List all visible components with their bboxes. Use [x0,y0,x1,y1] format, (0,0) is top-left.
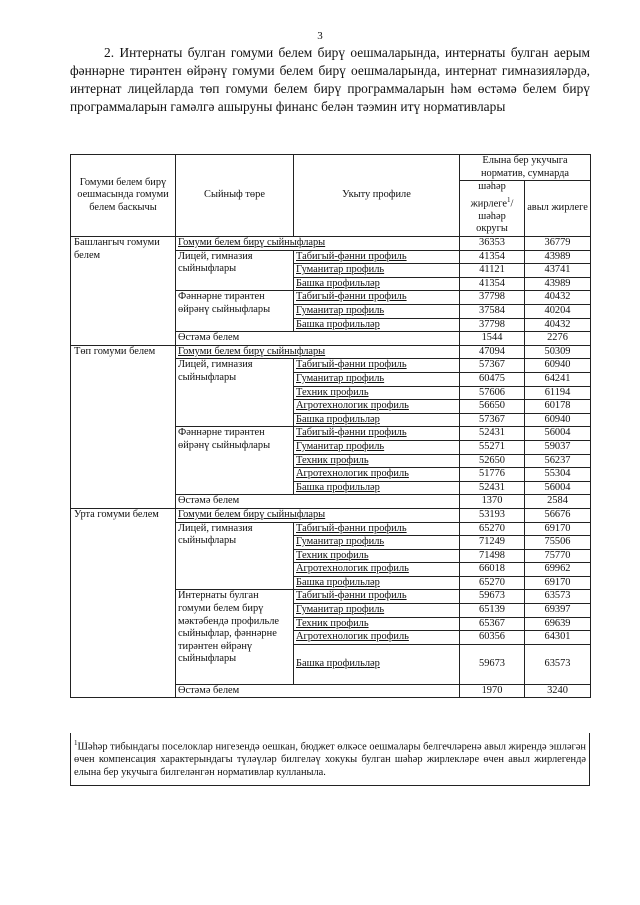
profile-cell [294,427,460,441]
header-class-type: Сыйныф төре [176,155,294,237]
profile-cell [294,277,460,291]
class-type: Фәннәрне тирәнтен өйрәнү сыйныфлары [176,291,294,332]
profile-cell [294,576,460,590]
rural-value: 3240 [525,684,591,698]
profile-name: Гуманитар профиль [296,536,385,548]
profile-cell [294,413,460,427]
profile-cell [294,359,460,373]
city-value: 65270 [460,576,525,590]
header-level: Гомуми белем бирү оешмасында гомуми белем баскычы [71,155,176,237]
profile-cell [294,617,460,631]
rural-value: 75770 [525,549,591,563]
rural-value: 56237 [525,454,591,468]
intro-paragraph: 2. Интернаты булган гомуми белем бирү оешмаларында, интернаты булган аерым фәннәрне тирәнтен өйрәнү гомуми белем бирү оешмаларында, интернат гимназияләрдә, интернат лицейларда төп гомуми белем бирү программаларын һәм өстәмә белем бирү программаларын гамәлгә ашыруны финанс белән тәэмин итү нормативлары [70,45,590,114]
rural-value: 56676 [525,508,591,522]
normatives-table [70,154,591,698]
city-value: 59673 [460,590,525,604]
profile-cell [294,468,460,482]
profile-name: Башка профильләр [296,658,380,670]
city-value: 52431 [460,481,525,495]
footnote-text: Шәһәр тибындагы поселоклар нигезендә оешкан, бюджет өлкәсе оешмалары белгечләренә авыл жирендә эшләгән өчен компенсация характерындагы түләүләр билгеләү хокукы булган шәһәр жирлекләре өчен авыл жирлегендә елына бер укучыга билгеләнгән нормативлар кулланыла. [74,741,586,779]
profile-cell [294,549,460,563]
city-value: 37798 [460,318,525,332]
profile-cell [294,305,460,319]
city-value: 65367 [460,617,525,631]
rural-value: 63573 [525,644,591,684]
extra-row-label: Өстәмә белем [176,495,460,509]
rural-value: 56004 [525,481,591,495]
profile-cell [294,563,460,577]
profile-cell [294,440,460,454]
profile-cell [294,400,460,414]
rural-value: 60940 [525,413,591,427]
city-value: 66018 [460,563,525,577]
city-value: 59673 [460,644,525,684]
profile-name: Агротехнологик профиль [296,631,409,643]
city-value: 52650 [460,454,525,468]
city-value: 60356 [460,631,525,645]
profile-name: Табигый-фәнни профиль [296,590,407,602]
header-city-pre: шәһәр жирлеге [470,181,507,210]
rural-value: 40204 [525,305,591,319]
profile-name: Техник профиль [296,454,369,466]
header-profile: Укыту профиле [294,155,460,237]
rural-value: 69170 [525,522,591,536]
rural-value: 40432 [525,291,591,305]
rural-value: 2584 [525,495,591,509]
rural-value: 61194 [525,386,591,400]
profile-name: Башка профильләр [296,576,380,588]
profile-name: Гуманитар профиль [296,604,385,616]
class-type: Лицей, гимназия сыйныфлары [176,359,294,427]
city-value: 60475 [460,372,525,386]
city-value: 53193 [460,508,525,522]
rural-value: 59037 [525,440,591,454]
profile-name: Агротехнологик профиль [296,400,409,412]
city-value: 41354 [460,277,525,291]
rural-value: 43989 [525,277,591,291]
profile-cell [294,522,460,536]
footnote-marker: 1 [74,739,78,747]
class-type: Фәннәрне тирәнтен өйрәнү сыйныфлары [176,427,294,495]
city-value: 52431 [460,427,525,441]
footnote-ref: 1 [506,195,511,204]
profile-name: Техник профиль [296,386,369,398]
header-rural: авыл жирлеге [525,181,591,237]
education-level: Төп гомуми белем [71,345,176,508]
footnote [70,733,590,786]
header-city [460,181,525,237]
rural-value: 64301 [525,631,591,645]
profile-name: Гуманитар профиль [296,372,385,384]
rural-value: 69397 [525,604,591,618]
profile-name: Башка профильләр [296,277,380,289]
profile-cell [294,536,460,550]
profile-name: Гуманитар профиль [296,305,385,316]
profile-name: Башка профильләр [296,481,380,493]
city-value: 57606 [460,386,525,400]
rural-value: 69962 [525,563,591,577]
profile-cell [294,386,460,400]
city-value: 1544 [460,332,525,346]
page-number: 3 [317,30,323,42]
profile-name: Табигый-фәнни профиль [296,359,407,371]
general-row-text: Гомуми белем бирү сыйныфлары [178,345,326,357]
general-row-text: Гомуми белем бирү сыйныфлары [178,237,326,249]
profile-name: Табигый-фәнни профиль [296,250,407,262]
profile-name: Табигый-фәнни профиль [296,291,407,303]
general-row-label [176,508,460,522]
city-value: 41354 [460,250,525,264]
rural-value: 69639 [525,617,591,631]
rural-value: 75506 [525,536,591,550]
table-row [71,508,591,522]
rural-value: 2276 [525,332,591,346]
rural-value: 55304 [525,468,591,482]
city-value: 56650 [460,400,525,414]
profile-cell [294,631,460,645]
rural-value: 43741 [525,264,591,278]
table-header [71,155,591,237]
profile-name: Агротехнологик профиль [296,468,409,480]
class-type: Лицей, гимназия сыйныфлары [176,522,294,590]
profile-cell [294,372,460,386]
profile-name: Табигый-фәнни профиль [296,522,407,534]
city-value: 57367 [460,413,525,427]
profile-cell [294,604,460,618]
extra-row-label: Өстәмә белем [176,684,460,698]
profile-name: Гуманитар профиль [296,264,385,276]
profile-cell [294,318,460,332]
extra-row-label: Өстәмә белем [176,332,460,346]
rural-value: 60178 [525,400,591,414]
city-value: 71498 [460,549,525,563]
city-value: 1970 [460,684,525,698]
rural-value: 40432 [525,318,591,332]
rural-value: 50309 [525,345,591,359]
general-row-label [176,345,460,359]
rural-value: 69170 [525,576,591,590]
profile-name: Башка профильләр [296,413,380,425]
rural-value: 56004 [525,427,591,441]
city-value: 71249 [460,536,525,550]
table-row [71,237,591,251]
general-row-label [176,237,460,251]
city-value: 37798 [460,291,525,305]
profile-cell [294,454,460,468]
table-row [71,345,591,359]
city-value: 55271 [460,440,525,454]
profile-cell [294,291,460,305]
city-value: 36353 [460,237,525,251]
city-value: 51776 [460,468,525,482]
profile-name: Агротехнологик профиль [296,563,409,575]
rural-value: 64241 [525,372,591,386]
city-value: 1370 [460,495,525,509]
profile-name: Башка профильләр [296,318,380,330]
class-type: Лицей, гимназия сыйныфлары [176,250,294,291]
rural-value: 60940 [525,359,591,373]
profile-name: Гуманитар профиль [296,440,385,452]
rural-value: 63573 [525,590,591,604]
education-level: Урта гомуми белем [71,508,176,698]
city-value: 41121 [460,264,525,278]
city-value: 37584 [460,305,525,319]
education-level: Башлангыч гомуми белем [71,237,176,346]
profile-cell [294,644,460,684]
rural-value: 43989 [525,250,591,264]
profile-cell [294,264,460,278]
profile-name: Техник профиль [296,549,369,561]
table-body [71,237,591,698]
profile-name: Техник профиль [296,617,369,629]
profile-cell [294,590,460,604]
profile-cell [294,481,460,495]
profile-name: Табигый-фәнни профиль [296,427,407,439]
header-norm-group: Елына бер укучыга норматив, сумнарда [460,155,591,181]
general-row-text: Гомуми белем бирү сыйныфлары [178,508,326,520]
city-value: 65139 [460,604,525,618]
profile-cell [294,250,460,264]
city-value: 47094 [460,345,525,359]
class-type: Интернаты булган гомуми белем бирү мәктәбендә профильле сыйныфлар, фәннәрне тирәнтен өйрәнү сыйныфлары [176,590,294,684]
rural-value: 36779 [525,237,591,251]
city-value: 57367 [460,359,525,373]
city-value: 65270 [460,522,525,536]
header-city-post: / шәһәр округы [476,198,514,235]
